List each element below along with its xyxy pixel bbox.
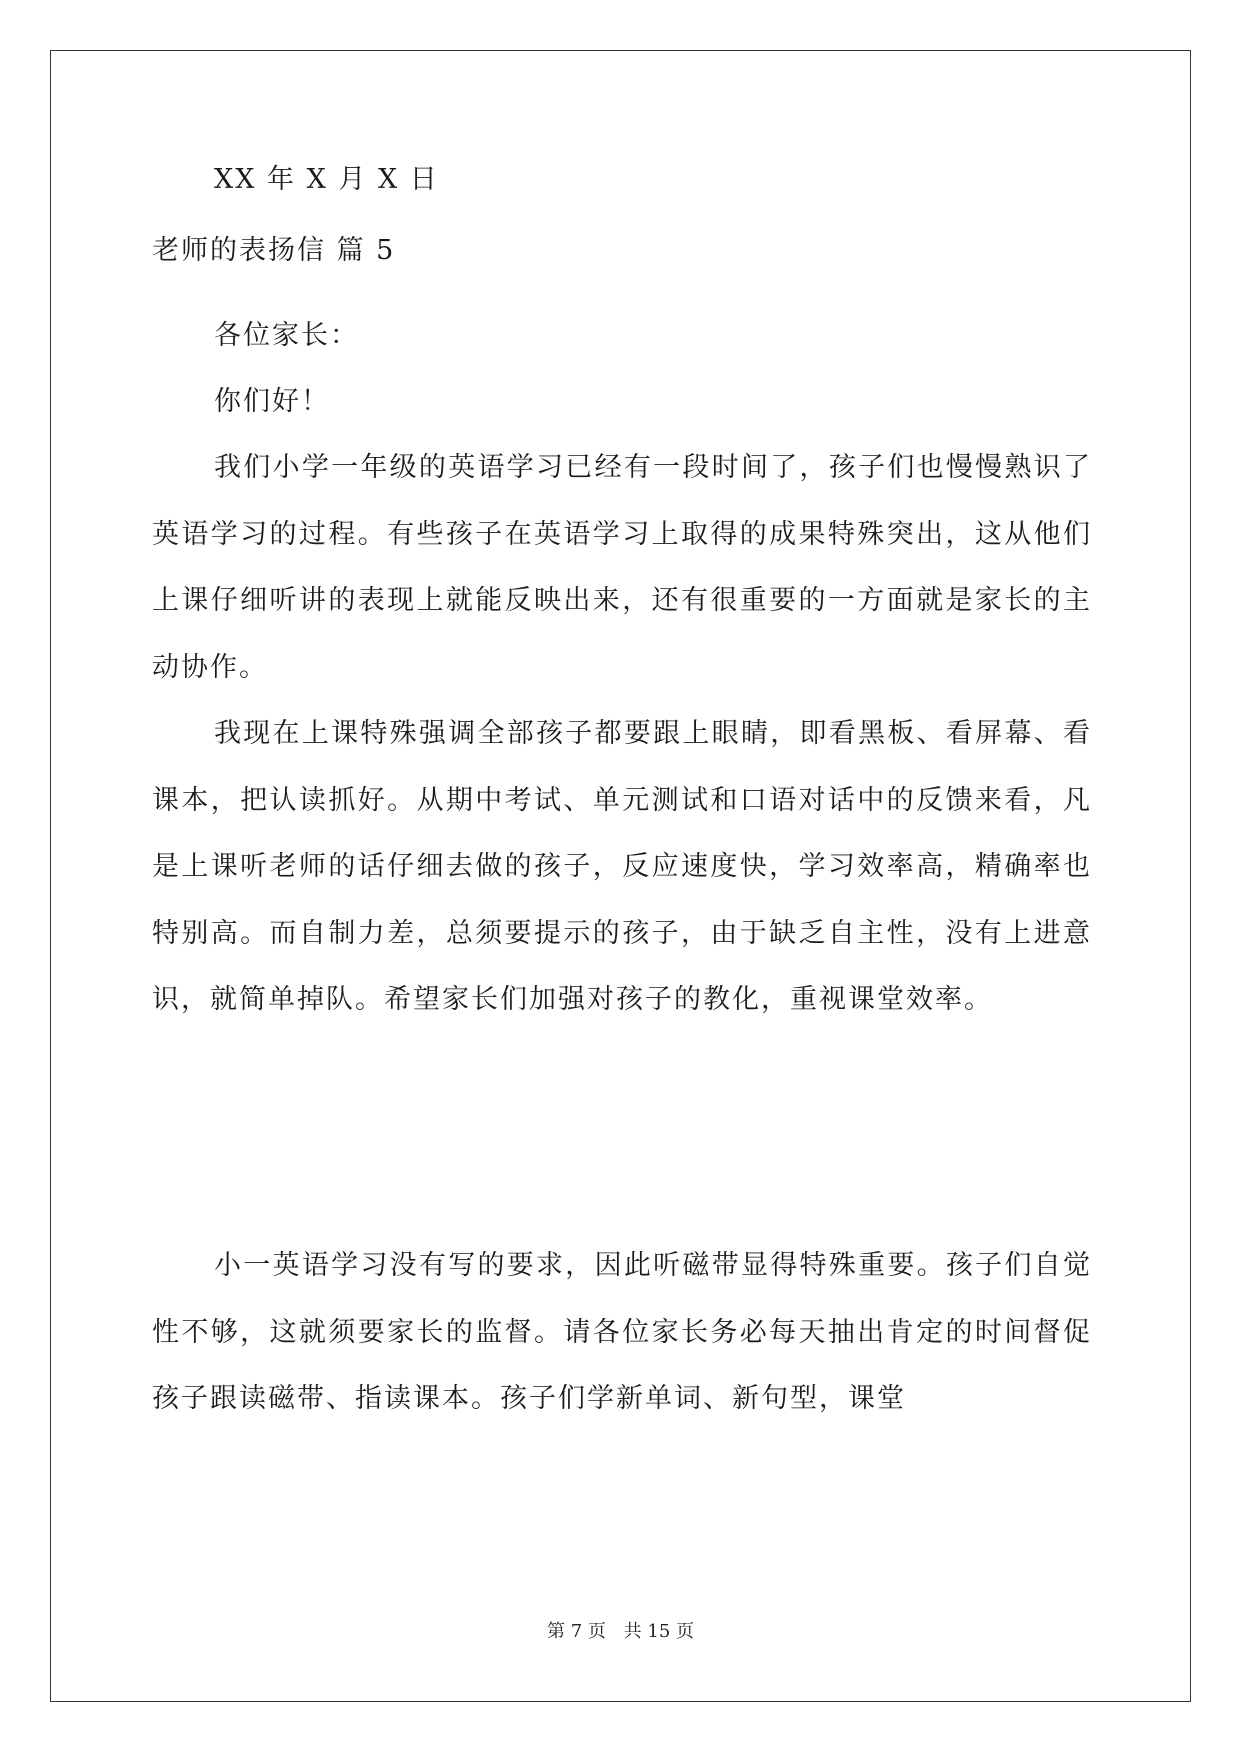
paragraph-1: 我们小学一年级的英语学习已经有一段时间了，孩子们也慢慢熟识了英语学习的过程。有些孩子在英语学习上取得的成果特殊突出，这从他们上课仔细听讲的表现上就能反映出来，还有很重要的一方面就是家长的主动协作。 (152, 452, 1092, 683)
letter-heading: 老师的表扬信 篇 5 (152, 235, 396, 266)
salutation: 各位家长： (214, 320, 359, 351)
greeting: 你们好！ (214, 386, 330, 417)
letter-date: XX 年 X 月 X 日 (214, 164, 439, 195)
paragraph-3: 小一英语学习没有写的要求，因此听磁带显得特殊重要。孩子们自觉性不够，这就须要家长的监督。请各位家长务必每天抽出肯定的时间督促孩子跟读磁带、指读课本。孩子们学新单词、新句型，课堂 (152, 1250, 1092, 1414)
page-number: 第 7 页 (547, 1621, 606, 1642)
page-footer (0, 1617, 1241, 1643)
paragraph-2: 我现在上课特殊强调全部孩子都要跟上眼睛，即看黑板、看屏幕、看课本，把认读抓好。从期中考试、单元测试和口语对话中的反馈来看，凡是上课听老师的话仔细去做的孩子，反应速度快，学习效率高，精确率也特别高。而自制力差，总须要提示的孩子，由于缺乏自主性，没有上进意识，就简单掉队。希望家长们加强对孩子的教化，重视课堂效率。 (152, 718, 1092, 1015)
page-total: 共 15 页 (623, 1621, 694, 1642)
